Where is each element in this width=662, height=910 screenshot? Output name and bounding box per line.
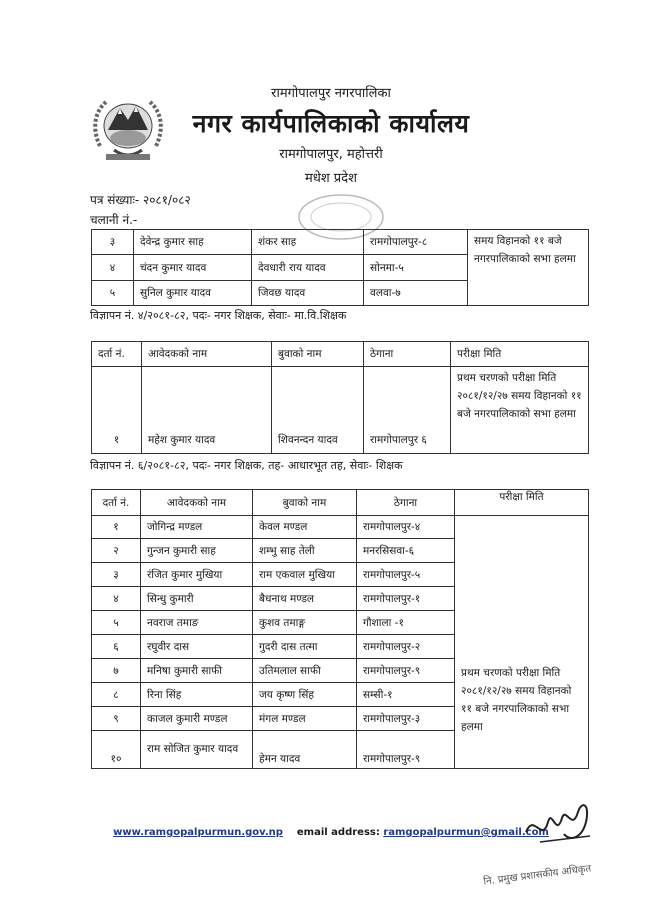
email-link[interactable]: ramgopalpurmun@gmail.com [383, 827, 549, 838]
table-row: ८ रिना सिंह जय कृष्ण सिंह सम्सी-१ [92, 683, 589, 707]
table-row: १ महेश कुमार यादव शिवनन्दन यादव रामगोपालपुर ६ प्रथम चरणको परीक्षा मिति २०८१/१२/२७ समय विहानको ११ बजे नगरपालिकाको सभा हलमा [92, 367, 589, 454]
basic-teacher-table [91, 489, 589, 769]
applicants-table-continued [91, 229, 589, 306]
table-header-row: दर्ता नं. आवेदकको नाम बुवाको नाम ठेगाना परीक्षा मिति [92, 342, 589, 367]
signature-mark [520, 792, 600, 858]
table-row: २ गुन्जन कुमारी साह शम्भु साह तेली मनरसिसवा-६ [92, 539, 589, 563]
exam-note: समय विहानको ११ बजे नगरपालिकाको सभा हलमा [468, 230, 589, 306]
dispatch-number: चलानी नं.- [90, 213, 138, 227]
table-header-row: दर्ता नं. आवेदकको नाम बुवाको नाम ठेगाना परीक्षा मिति [92, 490, 589, 516]
office-address: रामगोपालपुर, महोत्तरी [279, 147, 383, 162]
municipality-name: रामगोपालपुर नगरपालिका [271, 86, 391, 101]
secondary-teacher-table [91, 341, 589, 454]
advertisement-caption: विज्ञापन नं. ६/२०८१-८२, पदः- नगर शिक्षक, तह- आधारभूत तह, सेवाः- शिक्षक [90, 459, 403, 472]
website-link[interactable]: www.ramgopalpurmun.gov.np [113, 827, 283, 838]
exam-note: प्रथम चरणको परीक्षा मिति २०८१/१२/२७ समय विहानको ११ बजे नगरपालिकाको सभा हलमा [455, 516, 589, 769]
table-row: ५ नवराज तमाङ कुशव तमाङ्ग गौशाला -१ [92, 611, 589, 635]
table-row: १० राम सोजित कुमार यादव हेमन यादव रामगोपालपुर-९ [92, 731, 589, 769]
table-row: ६ रघुवीर दास गुदरी दास तत्मा रामगोपालपुर-२ [92, 635, 589, 659]
table-row: ९ काजल कुमारी मण्डल मंगल मण्डल रामगोपालपुर-३ [92, 707, 589, 731]
table-row: ४ सिन्धु कुमारी बैधनाथ मण्डल रामगोपालपुर-१ [92, 587, 589, 611]
exam-note: प्रथम चरणको परीक्षा मिति २०८१/१२/२७ समय विहानको ११ बजे नगरपालिकाको सभा हलमा [451, 367, 589, 454]
advertisement-caption: विज्ञापन नं. ४/२०८१-८२, पदः- नगर शिक्षक, सेवाः- मा.वि.शिक्षक [90, 309, 347, 322]
table-row: ३ रंजित कुमार मुखिया राम एकवाल मुखिया रामगोपालपुर-५ [92, 563, 589, 587]
table-row: ७ मनिषा कुमारी साफी उतिमलाल साफी रामगोपालपुर-९ [92, 659, 589, 683]
email-label: email address: [296, 827, 380, 838]
table-row: १ जोगिन्द्र मण्डल केवल मण्डल रामगोपालपुर-४ प्रथम चरणको परीक्षा मिति २०८१/१२/२७ समय विहानको ११ बजे नगरपालिकाको सभा हलमा [92, 516, 589, 539]
letter-number: पत्र संख्याः- २०८१/०८२ [90, 193, 191, 207]
office-title: नगर कार्यपालिकाको कार्यालय [192, 109, 470, 138]
table-row: ३ देवेन्द्र कुमार साह शंकर साह रामगोपालपुर-८ समय विहानको ११ बजे नगरपालिकाको सभा हलमा [92, 230, 589, 255]
province-name: मधेश प्रदेश [305, 171, 357, 186]
table-row: ४ चंदन कुमार यादव देवधारी राय यादव सोनमा-५ [92, 255, 589, 281]
signature-title: नि. प्रमुख प्रशासकीय अधिकृत [482, 863, 592, 888]
table-row: ५ सुनिल कुमार यादव जिवछ यादव वलवा-७ [92, 281, 589, 306]
